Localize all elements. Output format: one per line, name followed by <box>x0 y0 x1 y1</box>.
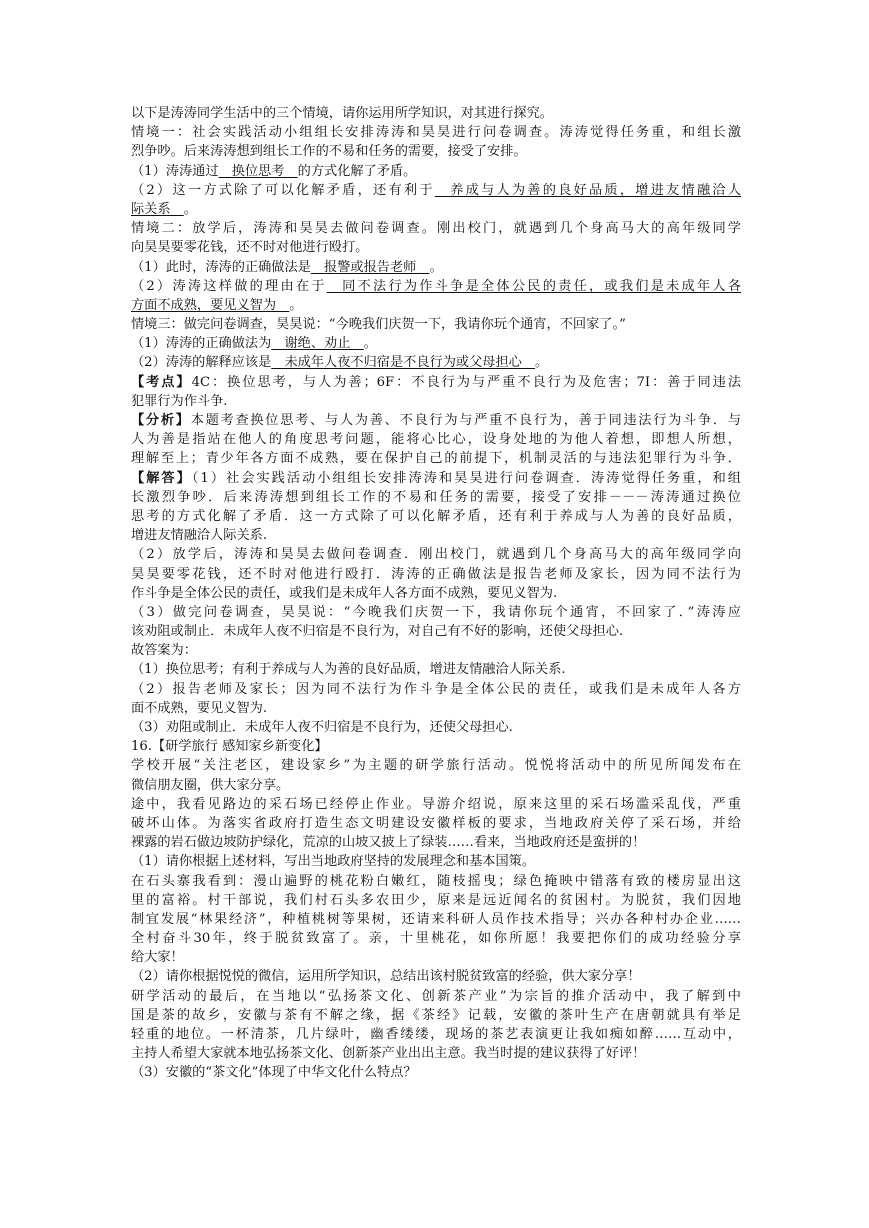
text-line <box>131 565 741 584</box>
text-segment: （3）安徽的“茶文化”体现了中华文化什么特点？ <box>131 1065 417 1081</box>
text-line <box>131 910 741 929</box>
text-segment: 里的富裕。村干部说，我们村石头多农田少，原来是远近闻名的贫困村。为脱贫，我们因地 <box>131 892 741 908</box>
text-line <box>131 833 741 852</box>
text-segment: 烈争吵。后来涛涛想到组长工作的不易和任务的需要，接受了安排。 <box>131 144 527 160</box>
text-line <box>131 507 741 526</box>
text-line <box>131 814 741 833</box>
text-line <box>131 852 741 871</box>
text-line <box>131 258 741 277</box>
text-line <box>131 795 741 814</box>
text-segment: 。 <box>183 201 197 217</box>
text-line <box>131 353 741 372</box>
text-line <box>131 948 741 967</box>
text-segment: 给大家！ <box>131 950 184 966</box>
text-segment: 学校开展“关注老区，建设家乡”为主题的研学旅行活动。悦悦将活动中的所见所闻发布在 <box>131 758 741 774</box>
text-segment: 研学活动的最后，在当地以“弘扬茶文化、创新茶产业”为宗旨的推介活动中，我了解到中 <box>131 988 741 1004</box>
text-segment: 4C：换位思考，与人为善；6F：不良行为与严重不良行为及危害；7I：善于同违法 <box>191 374 742 390</box>
answer-blank: 报警或报告老师 <box>310 259 430 275</box>
text-segment: （1）社会实践活动小组组长安排涛涛和昊昊进行问卷调查．涛涛觉得任务重，和组 <box>191 470 741 486</box>
text-line <box>131 334 741 353</box>
text-segment: 向昊昊要零花钱，还不时对他进行殴打。 <box>131 240 369 256</box>
text-segment: 情境三：做完问卷调查，昊昊说：“今晚我们庆贺一下，我请你玩个通宵，不回家了。” <box>131 317 626 333</box>
text-line <box>131 545 741 564</box>
text-line <box>131 123 741 142</box>
text-line <box>131 277 741 296</box>
text-line <box>131 641 741 660</box>
text-line <box>131 891 741 910</box>
answer-blank: 同不法行为作斗争是全体公民的责任，或我们是未成年人各 <box>326 278 742 294</box>
text-line <box>131 680 741 699</box>
text-segment: （2）请你根据悦悦的微信，运用所学知识，总结出该村脱贫致富的经验，供大家分享！ <box>131 969 641 985</box>
text-line <box>131 392 741 411</box>
section-marker: 【分析】 <box>131 413 191 428</box>
text-line <box>131 526 741 545</box>
text-line <box>131 469 741 488</box>
text-segment: 昊昊要零花钱，还不时对他进行殴打．涛涛的正确做法是报告老师及家长，因为同不法行为 <box>131 566 741 582</box>
text-segment: （3）做完问卷调查，昊昊说：“今晚我们庆贺一下，我请你玩个通宵，不回家了．”涛涛应 <box>131 604 741 620</box>
text-line <box>131 1006 741 1025</box>
text-segment: （1）此时，涛涛的正确做法是 <box>131 259 311 275</box>
text-line <box>131 488 741 507</box>
text-segment: （2）涛涛的解释应该是 <box>131 355 272 371</box>
document-body <box>131 104 741 1083</box>
text-line <box>131 296 741 315</box>
text-segment: 以下是涛涛同学生活中的三个情境，请你运用所学知识，对其进行探究。 <box>131 106 553 121</box>
answer-blank: 养成与人为善的良好品质，增进友情融洽人 <box>434 182 741 198</box>
text-line <box>131 660 741 679</box>
text-line <box>131 737 741 756</box>
text-line <box>131 200 741 219</box>
text-line <box>131 987 741 1006</box>
text-segment: 故答案为： <box>131 643 197 659</box>
text-line <box>131 584 741 603</box>
text-segment: （2）这一方式除了可以化解矛盾，还有利于 <box>131 182 435 198</box>
text-segment: （2）报告老师及家长；因为同不法行为作斗争是全体公民的责任，或我们是未成年人各方 <box>131 681 741 697</box>
section-marker: 【考点】 <box>131 374 192 390</box>
text-segment: 长激烈争吵．后来涛涛想到组长工作的不易和任务的需要，接受了安排－－－涛涛通过换位 <box>131 489 741 505</box>
text-line <box>131 449 741 468</box>
text-line <box>131 756 741 775</box>
text-segment: 情境二：放学后，涛涛和昊昊去做问卷调查。刚出校门，就遇到几个身高马大的高年级同学 <box>131 221 741 237</box>
text-segment: 作斗争是全体公民的责任，或我们是未成年人各方面不成熟，要见义智为. <box>131 585 558 601</box>
text-line <box>131 1044 741 1063</box>
text-segment: 情境一：社会实践活动小组组长安排涛涛和昊昊进行问卷调查。涛涛觉得任务重，和组长激 <box>131 125 741 141</box>
text-segment: 该劝阻或制止．未成年人夜不归宿是不良行为，对自己有不好的影响，还使父母担心. <box>131 624 624 640</box>
text-segment: 在石头寨我看到：漫山遍野的桃花粉白嫩红，随枝摇曳；绿色掩映中错落有致的楼房显出这 <box>131 873 741 889</box>
text-segment: 途中，我看见路边的采石场已经停止作业。导游介绍说，原来这里的采石场滥采乱伐，严重 <box>131 796 741 812</box>
text-segment: 的方式化解了矛盾。 <box>297 163 417 179</box>
text-segment: （2）放学后，涛涛和昊昊去做问卷调查．刚出校门，就遇到几个身高马大的高年级同学向 <box>131 547 741 563</box>
text-segment: （1）请你根据上述材料，写出当地政府坚持的发展理念和基本国策。 <box>131 854 536 870</box>
text-segment: 微信朋友圈，供大家分享。 <box>131 777 290 793</box>
text-segment: （1）换位思考；有利于养成与人为善的良好品质，增进友情融洽人际关系. <box>131 662 566 678</box>
text-line <box>131 967 741 986</box>
text-line <box>131 603 741 622</box>
text-segment: 。 <box>535 355 549 371</box>
text-segment: 主持人希望大家就本地弘扬茶文化、创新茶产业出出主意。我当时提的建议获得了好评！ <box>131 1046 646 1062</box>
text-segment: 。 <box>363 336 377 352</box>
text-line <box>131 718 741 737</box>
text-line <box>131 162 741 181</box>
answer-blank: 未成年人夜不归宿是不良行为或父母担心 <box>271 355 536 371</box>
text-line <box>131 872 741 891</box>
text-segment: 破坏山体。为落实省政府打造生态文明建设安徽样板的要求，当地政府关停了采石场，并给 <box>131 815 741 831</box>
text-segment: （1）涛涛通过 <box>131 163 219 179</box>
text-segment: 思考的方式化解了矛盾．这一方式除了可以化解矛盾，还有利于养成与人为善的良好品质， <box>131 508 741 524</box>
answer-blank: 谢绝、劝止 <box>271 336 364 352</box>
text-line <box>131 315 741 334</box>
text-segment: （2）涛涛这样做的理由在于 <box>131 278 327 294</box>
text-line <box>131 929 741 948</box>
text-segment: 犯罪行为作斗争. <box>131 393 228 409</box>
text-segment: 增进友情融洽人际关系. <box>131 528 268 544</box>
text-segment: 国是茶的故乡，安徽与茶有不解之缘，据《茶经》记载，安徽的茶叶生产在唐朝就具有举足 <box>131 1007 741 1023</box>
text-segment: 本题考查换位思考、与人为善、不良行为与严重不良行为，善于同违法行为斗争．与 <box>190 413 742 428</box>
text-segment: 16.【研学旅行 感知家乡新变化】 <box>131 739 328 755</box>
text-segment: 制宜发展“林果经济”，种植桃树等果树，还请来科研人员作技术指导；兴办各种村办企业…… <box>131 911 741 927</box>
text-line <box>131 373 741 392</box>
text-segment: 裸露的岩石做边坡防护绿化，荒凉的山坡又披上了绿装……看来，当地政府还是蛮拼的！ <box>131 835 646 851</box>
text-line <box>131 1025 741 1044</box>
text-line <box>131 776 741 795</box>
answer-blank: 际关系 <box>131 201 184 217</box>
text-segment: 。 <box>429 259 443 275</box>
text-line <box>131 430 741 449</box>
text-line <box>131 104 741 123</box>
answer-blank: 换位思考 <box>218 163 298 179</box>
text-line <box>131 1063 741 1082</box>
answer-blank: 方面不成熟，要见义智为 <box>131 297 290 313</box>
text-line <box>131 219 741 238</box>
section-marker: 【解答】 <box>131 470 192 486</box>
text-segment: 轻重的地位。一杯清茶，几片绿叶，幽香缕缕，现场的茶艺表演更让我如痴如醉……互动中， <box>131 1027 741 1042</box>
text-line <box>131 622 741 641</box>
text-line <box>131 699 741 718</box>
text-segment: 面不成熟，要见义智为. <box>131 700 268 716</box>
text-line <box>131 181 741 200</box>
text-segment: （3）劝阻或制止．未成年人夜不归宿是不良行为，还使父母担心. <box>131 720 513 735</box>
text-line <box>131 238 741 257</box>
text-segment: 全村奋斗30年，终于脱贫致富了。亲，十里桃花，如你所愿！我要把你们的成功经验分享 <box>131 931 741 947</box>
text-segment: 理解至上；青少年各方面不成熟，要在保护自己的前提下，机制灵活的与违法犯罪行为斗争． <box>131 451 741 467</box>
text-line <box>131 142 741 161</box>
text-segment: 。 <box>289 297 303 313</box>
text-line <box>131 411 741 430</box>
text-segment: 人为善是指站在他人的角度思考问题，能将心比心，设身处地的为他人着想，即想人所想， <box>131 432 741 448</box>
text-segment: （1）涛涛的正确做法为 <box>131 336 272 352</box>
